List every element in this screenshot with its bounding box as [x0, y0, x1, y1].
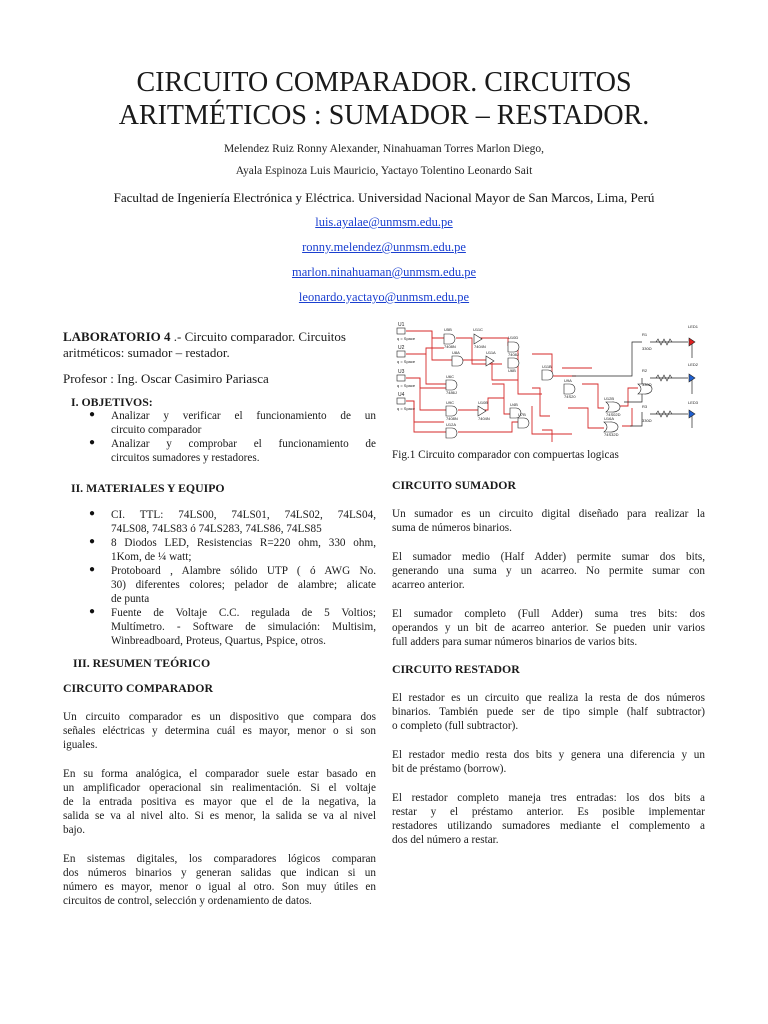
email-link[interactable]: leonardo.yactayo@unmsm.edu.pe: [298, 290, 470, 304]
gate-label: U12B: [604, 396, 615, 401]
text-line: Fuente de Voltaje C.C. regulada de 5 Voltios;: [111, 607, 376, 619]
and-gate-icon: [518, 418, 529, 428]
authors-line1: Melendez Ruiz Ronny Alexander, Ninahuaman Torres Marlon Diego,: [223, 143, 545, 155]
materiales-heading: II. MATERIALES Y EQUIPO: [71, 481, 225, 495]
input-label: U3: [398, 369, 405, 375]
gate-label: U4B: [510, 402, 518, 407]
paragraph-line: acarreo anterior.: [392, 579, 465, 591]
gate-label: U8A: [452, 350, 460, 355]
gate-label: U9A: [564, 378, 572, 383]
material-item-cont: [111, 620, 376, 634]
resistor-value: 330Ω: [642, 382, 652, 387]
material-item: [111, 606, 376, 620]
paper-title-line2: ARITMÉTICOS : SUMADOR – RESTADOR.: [118, 100, 650, 131]
paragraph-line: binarios. También puede ser de tipo simple (half subtractor): [392, 706, 705, 718]
resistor-label: R2: [642, 368, 648, 373]
objetivo-item-cont: [111, 451, 376, 465]
input-label: U2: [398, 345, 405, 351]
and-gate-icon: [508, 342, 519, 352]
lab-line1: [63, 329, 378, 344]
input-key: q = Space: [397, 383, 416, 388]
paragraph-line: bajo.: [63, 824, 86, 836]
paragraph-line: de la entrada positiva es mayor que el de la negativa, la: [63, 796, 376, 808]
material-item: [111, 508, 376, 522]
material-item: [111, 536, 376, 550]
paragraph-line: El sumador medio (Half Adder) permite sumar dos bits,: [392, 551, 705, 563]
input-key: q = Space: [397, 336, 416, 341]
sumador-heading: CIRCUITO SUMADOR: [392, 478, 516, 492]
objetivos-heading: I. OBJETIVOS:: [71, 395, 153, 409]
gate-part: 7408J: [508, 352, 519, 357]
input-key: q = Space: [397, 406, 416, 411]
email-link[interactable]: luis.ayalae@unmsm.edu.pe: [315, 215, 453, 229]
bullet-icon: ●: [89, 564, 96, 575]
paragraph-line: número es mayor, menor o igual al otro. Son muy útiles en: [63, 881, 376, 893]
text-line: Multímetro. - Software de simulación: Multisim,: [111, 621, 376, 633]
led-label: LED3: [688, 400, 699, 405]
led-label: LED1: [688, 324, 699, 329]
objetivo-item: [111, 437, 376, 451]
lab-line1-rest: .- Circuito comparador. Circuitos: [170, 329, 346, 344]
text-line: Winbreadboard, Proteus, Quartus, Pspice, otros.: [111, 635, 326, 647]
text-line: Analizar y comprobar el funcionamiento de: [111, 438, 376, 450]
paragraph-line: restar y el préstamo anterior. Es posible implementar: [392, 806, 705, 818]
and-gate-icon: [542, 370, 553, 380]
material-item-cont: [111, 522, 376, 536]
paragraph-line: suma de números binarios.: [392, 522, 512, 534]
text-line: Analizar y verificar el funcionamiento de un: [111, 410, 376, 422]
text-line: 8 Diodos LED, Resistencias R=220 ohm, 330 ohm,: [111, 537, 376, 549]
gate-part: 7404N: [474, 344, 486, 349]
figure-caption: Fig.1 Circuito comparador con compuertas logicas: [392, 449, 619, 461]
material-item-cont: [111, 550, 376, 564]
and-gate-icon: [564, 384, 575, 394]
paragraph-line: Un circuito comparador es un dispositivo que compara dos: [63, 711, 376, 723]
gate-part: 7408N: [446, 416, 458, 421]
email-link[interactable]: ronny.melendez@unmsm.edu.pe: [302, 240, 466, 254]
gate-part: 74S20: [564, 394, 576, 399]
lab-line2: aritméticos: sumador – restador.: [63, 345, 230, 360]
and-gate-icon: [446, 428, 457, 438]
paragraph-line: circuitos de control, selección y ordenamiento de datos.: [63, 895, 312, 907]
gate-label: U7B: [518, 412, 526, 417]
bullet-icon: ●: [89, 508, 96, 519]
gate-label: U10B: [478, 400, 489, 405]
and-gate-icon: [444, 334, 455, 344]
material-item-cont: [111, 578, 376, 592]
comparador-heading: CIRCUITO COMPARADOR: [63, 681, 213, 695]
paper-title-line1: CIRCUITO COMPARADOR. CIRCUITOS: [136, 67, 632, 98]
gate-part: 7486J: [446, 390, 457, 395]
and-gate-icon: [452, 356, 463, 366]
gate-label: U11C: [473, 327, 483, 332]
paragraph-line: un amplificador operacional sin realimentación. Si el voltaje: [63, 782, 376, 794]
input-label: U1: [398, 322, 405, 328]
objetivo-item-cont: [111, 423, 376, 437]
comparator-circuit-figure: [392, 318, 706, 442]
resistor-label: R1: [642, 332, 648, 337]
gate-label: U11A: [486, 350, 496, 355]
resistor-label: R3: [642, 404, 648, 409]
text-line: Protoboard , Alambre sólido UTP ( ó AWG No.: [111, 565, 376, 577]
objetivo-item: [111, 409, 376, 423]
led-label: LED2: [688, 362, 699, 367]
bullet-icon: ●: [89, 409, 96, 420]
profesor: Profesor : Ing. Oscar Casimiro Pariasca: [63, 371, 269, 386]
input-key: q = Space: [397, 359, 416, 364]
paragraph-line: full adders para sumar números binarios de varios bits.: [392, 636, 638, 648]
authors-line2: Ayala Espinoza Luis Mauricio, Yactayo Tolentino Leonardo Sait: [235, 165, 533, 177]
text-line: circuito comparador: [111, 424, 202, 436]
paragraph-line: El sumador completo (Full Adder) suma tres bits: dos: [392, 608, 705, 620]
gate-part: 74S02D: [606, 412, 621, 417]
paragraph-line: El restador es un circuito que realiza la resta de dos números: [392, 692, 705, 704]
text-line: circuitos sumadores y restadores.: [111, 452, 260, 464]
paragraph-line: salida se va al nivel alto. Si es menor, la salida se va al nivel: [63, 810, 376, 822]
paragraph-line: En sistemas digitales, los comparadores lógicos comparan: [63, 853, 376, 865]
and-gate-icon: [446, 380, 457, 390]
text-line: CI. TTL: 74LS00, 74LS01, 74LS02, 74LS04,: [111, 509, 376, 521]
paragraph-line: dos números binarios y generan salidas que indican si un: [63, 867, 376, 879]
paragraph-line: El restador medio resta dos bits y genera una diferencia y un: [392, 749, 705, 761]
gate-label: U11B: [542, 364, 552, 369]
bullet-icon: ●: [89, 606, 96, 617]
gate-label: U6C: [446, 374, 455, 379]
lab-label: LABORATORIO 4: [63, 329, 171, 344]
resistor-value: 330Ω: [642, 418, 652, 423]
gate-part: 7404N: [478, 416, 490, 421]
restador-heading: CIRCUITO RESTADOR: [392, 662, 520, 676]
text-line: 74LS08, 74LS83 ó 74LS283, 74LS86, 74LS85: [111, 523, 322, 535]
text-line: 30) diferentes colores; pelador de alambre; alicate: [111, 579, 376, 591]
paragraph-line: iguales.: [63, 739, 98, 751]
paragraph-line: generando una suma y un acarreo. No permite sumar con: [392, 565, 705, 577]
gate-label: U5B: [444, 327, 452, 332]
paragraph-line: restadores utilizando sumadores mediante el complemento a: [392, 820, 705, 832]
paragraph-line: operandos y un bit de acarreo anterior. Se pueden unir varios: [392, 622, 705, 634]
gate-label: U9C: [446, 400, 455, 405]
gate-label: U10D: [508, 335, 519, 340]
and-gate-icon: [508, 358, 519, 368]
and-gate-icon: [446, 406, 457, 416]
gate-label: U6B: [508, 368, 516, 373]
paragraph-line: El restador completo maneja tres entradas: los dos bits a: [392, 792, 705, 804]
material-item: [111, 564, 376, 578]
paragraph-line: o completo (full subtractor).: [392, 720, 519, 732]
text-line: de punta: [111, 593, 150, 605]
gate-label: U12A: [446, 422, 457, 427]
paragraph-line: dos del número a restar.: [392, 834, 499, 846]
resumen-heading: III. RESUMEN TEÓRICO: [73, 656, 211, 670]
gate-part: 7408N: [444, 344, 456, 349]
bullet-icon: ●: [89, 536, 96, 547]
gate-label: U16A: [604, 416, 615, 421]
paragraph-line: Un sumador es un circuito digital diseñado para realizar la: [392, 508, 705, 520]
resistor-value: 330Ω: [642, 346, 652, 351]
input-label: U4: [398, 392, 405, 398]
email-link[interactable]: marlon.ninahuaman@unmsm.edu.pe: [291, 265, 477, 279]
material-item-cont: [111, 592, 376, 606]
text-line: 1Kom, de ¼ watt;: [111, 551, 192, 563]
gate-part: 74S32D: [604, 432, 619, 437]
paragraph-line: En su forma analógica, el comparador suele estar basado en: [63, 768, 376, 780]
affiliation: Facultad de Ingeniería Electrónica y Eléctrica. Universidad Nacional Mayor de San Marcos, Lima, Perú: [113, 190, 655, 205]
bullet-icon: ●: [89, 437, 96, 448]
paragraph-line: bit de préstamo (borrow).: [392, 763, 507, 775]
paragraph-line: señales eléctricas y determina cuál es mayor, menor o si son: [63, 725, 376, 737]
material-item-cont: [111, 634, 376, 648]
